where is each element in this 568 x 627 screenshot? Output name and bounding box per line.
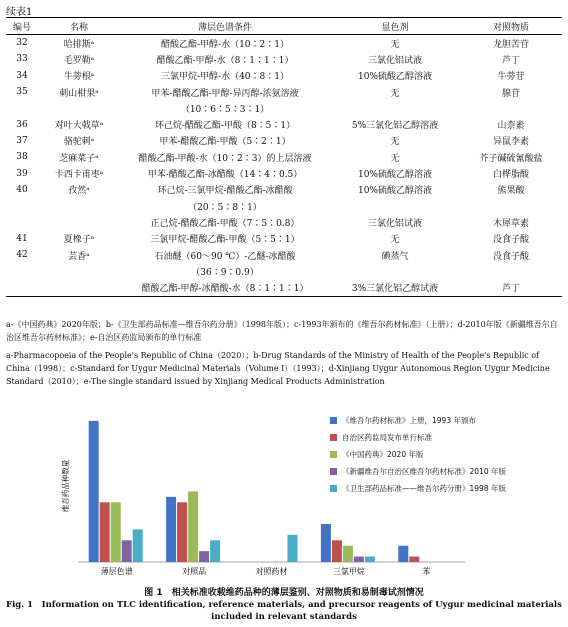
table-cell: 熊果酸 [497, 186, 525, 197]
table-cell: 34 [16, 70, 28, 81]
category-label: 对照药材 [255, 567, 288, 576]
legend-label: 《新疆维吾尔自治区维吾尔药材标准》2010 年版 [342, 467, 506, 476]
bar [321, 524, 331, 562]
table-cell: 龙胆苦苷 [492, 39, 529, 50]
table-cell: 异鼠李素 [492, 137, 529, 148]
table-row [6, 35, 562, 52]
table-cell: 36 [16, 119, 28, 130]
table-cell: 35 [16, 87, 28, 98]
bar [210, 540, 220, 562]
category-label: 薄层色谱 [100, 567, 133, 576]
table-row [6, 182, 562, 198]
table-cell: 醋酸乙酯-甲醇-水（8∶1∶1∶1） [156, 55, 294, 66]
table-cell: 三氯甲烷-醋酸乙酯-甲酸（5∶5∶1） [150, 235, 300, 246]
bar [100, 502, 110, 562]
table-row [6, 133, 562, 149]
bar [111, 502, 121, 562]
table-cell: 芦丁 [501, 284, 520, 295]
table-cell: 32 [16, 38, 28, 49]
table-cell: 41 [16, 233, 28, 244]
bar [354, 557, 364, 562]
table-cell [330, 263, 460, 279]
table-cell [330, 100, 460, 116]
table-cell: 骆驼刺ᵃ [63, 137, 95, 148]
legend-label: 《卫生部药品标准——维吾尔药分册》1998 年版 [342, 484, 506, 493]
table-cell: 醋酸乙酯-甲酸-水（10∶2∶3）的上层溶液 [138, 153, 312, 164]
table-row [6, 214, 562, 230]
legend-swatch [330, 468, 337, 475]
table-cell: 42 [16, 250, 28, 260]
table-cell [460, 100, 562, 116]
tlc-table [6, 17, 562, 297]
table-cell [6, 198, 38, 214]
table-cell: 环己烷-醋酸乙酯-甲酸（8∶5∶1） [154, 121, 296, 132]
table-cell: 无 [390, 153, 400, 164]
header-cell: 对照物质 [492, 22, 529, 33]
table-caption: 续表1 [6, 7, 33, 18]
bar [177, 502, 187, 562]
table-cell: 碘蒸气 [381, 251, 409, 262]
table-cell: 正己烷-醋酸乙酯-甲酸（7∶5∶0.8） [150, 218, 300, 229]
bar [89, 421, 99, 562]
table-cell [38, 198, 120, 214]
legend-swatch [330, 451, 337, 458]
table-row [6, 51, 562, 67]
table-cell: 无 [390, 137, 400, 148]
table-row [6, 84, 562, 100]
table-cell: 40 [16, 184, 28, 195]
bar [133, 529, 143, 562]
legend-swatch [330, 417, 337, 424]
legend-label: 《中国药典》2020 年版 [342, 450, 424, 459]
table-cell: （20∶5∶8∶1） [188, 202, 262, 213]
table-cell: 石油醚（60～90 ℃）-乙醚-冰醋酸 [154, 251, 296, 262]
table-row [6, 231, 562, 247]
table-cell: 醋酸乙酯-甲醇-水（10∶2∶1） [161, 39, 289, 50]
table-cell: 无 [390, 88, 400, 99]
table-notes [6, 318, 562, 393]
table-cell [460, 198, 562, 214]
bar [398, 546, 408, 562]
category-label: 苯 [422, 567, 431, 576]
table-cell: 39 [16, 168, 28, 179]
table-cell: 木犀草素 [492, 218, 529, 229]
figure-caption-cn: 图 1 相关标准收载维药品种的薄层鉴别、对照物质和易制毒试剂情况 [144, 588, 424, 598]
legend-item [330, 446, 506, 463]
table-cell: 哈排斯ᵃ [63, 39, 95, 50]
table-cell: 三氯化铝试液 [367, 55, 422, 66]
table-cell: 腺苷 [501, 88, 520, 99]
category-label: 三氯甲烷 [332, 567, 365, 576]
y-axis-label: 维吾药品种数量 [61, 459, 70, 513]
table-cell: 山柰素 [497, 121, 525, 132]
bar [409, 557, 419, 562]
table-row [6, 247, 562, 263]
table-cell: 5%三氯化铝乙醇溶液 [351, 121, 439, 132]
bar [166, 497, 176, 562]
note-english: a-Pharmacopoeia of the People's Republic of China（2020）；b-Drug Standards of the Ministry of Health of the People's Republic of China（1998）；c-Standard for Uygur Medicinal Materials（Volume Ⅰ）（1993）；d-Xinjiang Uygur Autonomous Region Uygur Medicine Standard（2010）；e-The single standard issued by Xinjiang Medical Products Administration [6, 351, 550, 386]
table-cell: 牛蒡苷 [497, 72, 525, 83]
table-cell: （36∶9∶0.9） [191, 267, 259, 278]
table-row [6, 165, 562, 181]
legend-label: 《维吾尔药材标准》上册，1993 年颁布 [342, 416, 476, 425]
table-row [6, 198, 562, 214]
figure-caption-en: Fig. 1 Information on TLC identification, reference materials, and precursor reagents of Uygur medicinal materials included in relevant standards [6, 600, 562, 622]
bar [288, 535, 298, 562]
legend-label: 自治区药监局发布单行标准 [342, 433, 432, 442]
table-cell: 三氯甲烷-甲醇-水（40∶8∶1） [161, 72, 289, 83]
table-cell: 无 [390, 39, 400, 50]
legend-swatch [330, 485, 337, 492]
table-cell: 三氯化铝试液 [367, 218, 422, 229]
legend-item [330, 429, 506, 446]
table-cell: 没食子酸 [492, 251, 529, 262]
legend-item [330, 480, 506, 497]
table-cell: 毛罗勒ᵃ [63, 55, 95, 66]
table-cell: 牛蒡根ᵃ [63, 72, 95, 83]
table-cell: 无 [390, 235, 400, 246]
legend-item [330, 463, 506, 480]
table-cell: 37 [16, 135, 28, 146]
bar [199, 551, 209, 562]
bar [343, 546, 353, 562]
table-cell: 没食子酸 [492, 235, 529, 246]
table-cell: 醋酸乙酯-甲醇-冰醋酸-水（8∶1∶1∶1） [141, 284, 309, 295]
table-cell: 刺山柑果ᵃ [59, 88, 99, 99]
table-cell: 环己烷-三氯甲烷-醋酸乙酯-冰醋酸 [157, 186, 293, 197]
legend-swatch [330, 434, 337, 441]
table-cell [6, 263, 38, 279]
table-cell: 10%硫酸乙醇溶液 [357, 72, 432, 83]
header-cell: 显色剂 [381, 22, 409, 33]
table-cell: 孜然ᵃ [68, 186, 90, 197]
header-cell: 名称 [69, 22, 88, 33]
table-cell: 甲苯-醋酸乙酯-甲酸（5∶2∶1） [159, 137, 291, 148]
table-cell: 夏橡子ᵃ [63, 235, 95, 246]
table-cell: 33 [16, 54, 28, 65]
table-cell: 芥子碱硫氰酸盐 [479, 153, 543, 164]
bar [188, 491, 198, 562]
header-cell: 薄层色谱条件 [197, 22, 252, 33]
chart-legend [330, 412, 506, 497]
table-cell: （10∶6∶5∶3∶1） [180, 104, 270, 115]
bar [122, 540, 132, 562]
bar [332, 540, 342, 562]
table-row [6, 68, 562, 84]
figure-1 [0, 402, 568, 587]
table-cell: 卡西卡甫枣ᵃ [54, 170, 104, 181]
table-cell: 芝麻菜子ᵃ [59, 153, 99, 164]
table-cell [6, 214, 38, 230]
table-cell: 白桦脂酸 [492, 170, 529, 181]
table-row [6, 149, 562, 165]
table-cell [6, 279, 38, 296]
table-cell: 3%三氯化铝乙醇试液 [351, 284, 439, 295]
table-cell [38, 279, 120, 296]
legend-item [330, 412, 506, 429]
table-cell [6, 100, 38, 116]
table-cell [330, 198, 460, 214]
table-cell [38, 263, 120, 279]
table-cell: 芦丁 [501, 55, 520, 66]
table-row [6, 279, 562, 296]
table-row [6, 116, 562, 132]
table-header-row [6, 18, 562, 35]
header-cell: 编号 [12, 22, 31, 33]
table-cell: 芸香ᵃ [68, 251, 90, 262]
table-cell: 对叶大戟草ᵃ [54, 121, 104, 132]
table-cell: 38 [16, 152, 28, 163]
table-cell: 甲苯-醋酸乙酯-冰醋酸（14∶4∶0.5） [147, 170, 303, 181]
bar [365, 557, 375, 562]
table-cell: 10%硫酸乙醇溶液 [357, 170, 432, 181]
table-cell [38, 214, 120, 230]
table-cell [460, 263, 562, 279]
table-cell [38, 100, 120, 116]
table-cell: 10%硫酸乙醇溶液 [357, 186, 432, 197]
table-cell: 甲苯-醋酸乙酯-甲醇-异丙醇-浓氨溶液 [151, 88, 299, 99]
table-row [6, 100, 562, 116]
category-label: 对照品 [182, 567, 207, 576]
note-chinese: a-《中国药典》2020年版；b-《卫生部药品标准—维吾尔药分册》（1998年版）；c-1993年颁布的《维吾尔药材标准》（上册）；d-2010年版《新疆维吾尔自治区维吾尔药材标准》；e-自治区药监局颁布的单行标准 [6, 320, 558, 342]
table-row [6, 263, 562, 279]
